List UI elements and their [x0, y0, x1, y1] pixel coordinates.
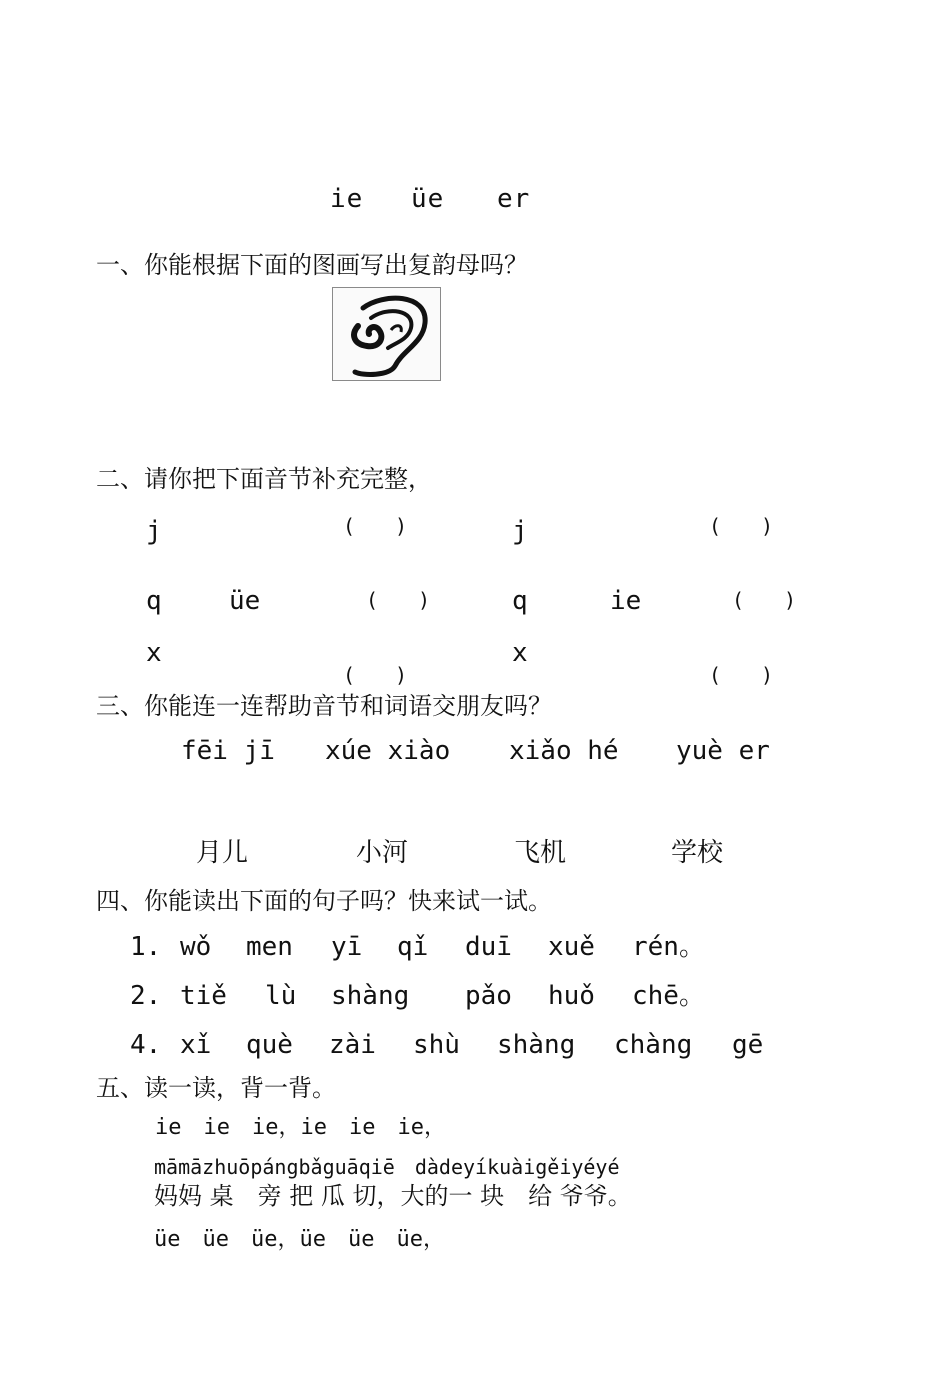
initial-j-right: j [512, 516, 528, 546]
syllable: chē。 [632, 981, 705, 1011]
initial-q-left: q [146, 586, 162, 616]
ear-icon [333, 288, 440, 380]
rhyme-pinyin: māmāzhuōpángbǎguāqiē dàdeyíkuàigěiyéyé [154, 1155, 620, 1179]
blank-paren: ( ) [732, 588, 797, 612]
ear-picture [332, 287, 441, 381]
pinyin-xiaohe: xiǎo hé [509, 736, 619, 766]
syllable: shàng [331, 981, 410, 1011]
syllable: tiě [180, 981, 227, 1011]
final-ue: üe [229, 586, 261, 616]
syllable: qǐ [397, 932, 429, 962]
syllable: què [246, 1030, 293, 1060]
syllable: shù [413, 1030, 460, 1060]
section-5-heading: 五、读一读，背一背。 [96, 1074, 336, 1102]
pinyin-xuexiao: xúe xiào [325, 736, 451, 766]
word-xiaohe: 小河 [356, 838, 409, 868]
pinyin-feiji: fēi jī [181, 736, 275, 766]
word-feiji: 飞机 [514, 838, 567, 868]
syllable: wǒ [180, 932, 212, 962]
section-3-heading: 三、你能连一连帮助音节和词语交朋友吗？ [96, 692, 552, 720]
syllable: men [246, 932, 293, 962]
chant-line-ue: üe üe üe，üe üe üe， [154, 1227, 445, 1252]
syllable: chàng [614, 1030, 693, 1060]
syllable: xǐ [180, 1030, 212, 1060]
word-yueer: 月儿 [196, 838, 249, 868]
syllable: zài [329, 1030, 376, 1060]
syllable: xuě [548, 932, 595, 962]
blank-paren: ( ) [709, 514, 774, 538]
syllable: rén。 [632, 932, 705, 962]
syllable: huǒ [548, 981, 595, 1011]
pinyin-yueer: yuè er [676, 736, 770, 766]
section-2-heading: 二、请你把下面音节补充完整， [96, 465, 432, 493]
title-ue: üe [411, 184, 445, 214]
blank-paren: ( ) [366, 588, 431, 612]
final-ie: ie [610, 586, 642, 616]
syllable: gē [732, 1030, 764, 1060]
initial-x-left: x [146, 638, 162, 668]
section-1-heading: 一、你能根据下面的图画写出复韵母吗？ [96, 251, 528, 279]
section-4-heading: 四、你能读出下面的句子吗？快来试一试。 [96, 887, 552, 915]
syllable: pǎo [465, 981, 512, 1011]
title-er: er [497, 184, 531, 214]
blank-paren: ( ) [343, 663, 408, 687]
syllable: yī [331, 932, 363, 962]
blank-paren: ( ) [343, 514, 408, 538]
sentence-number: 2. [130, 981, 162, 1011]
syllable: duī [465, 932, 512, 962]
title-ie: ie [330, 184, 364, 214]
syllable: shàng [497, 1030, 576, 1060]
blank-paren: ( ) [709, 663, 774, 687]
initial-j-left: j [146, 516, 162, 546]
chant-line-ie: ie ie ie，ie ie ie， [155, 1115, 446, 1140]
initial-x-right: x [512, 638, 528, 668]
sentence-number: 1. [130, 932, 162, 962]
syllable: lù [265, 981, 297, 1011]
initial-q-right: q [512, 586, 528, 616]
word-xuexiao: 学校 [671, 838, 724, 868]
rhyme-hanzi: 妈妈 桌 旁 把 瓜 切，大的一 块 给 爷爷。 [154, 1182, 632, 1210]
sentence-number: 4. [130, 1030, 162, 1060]
